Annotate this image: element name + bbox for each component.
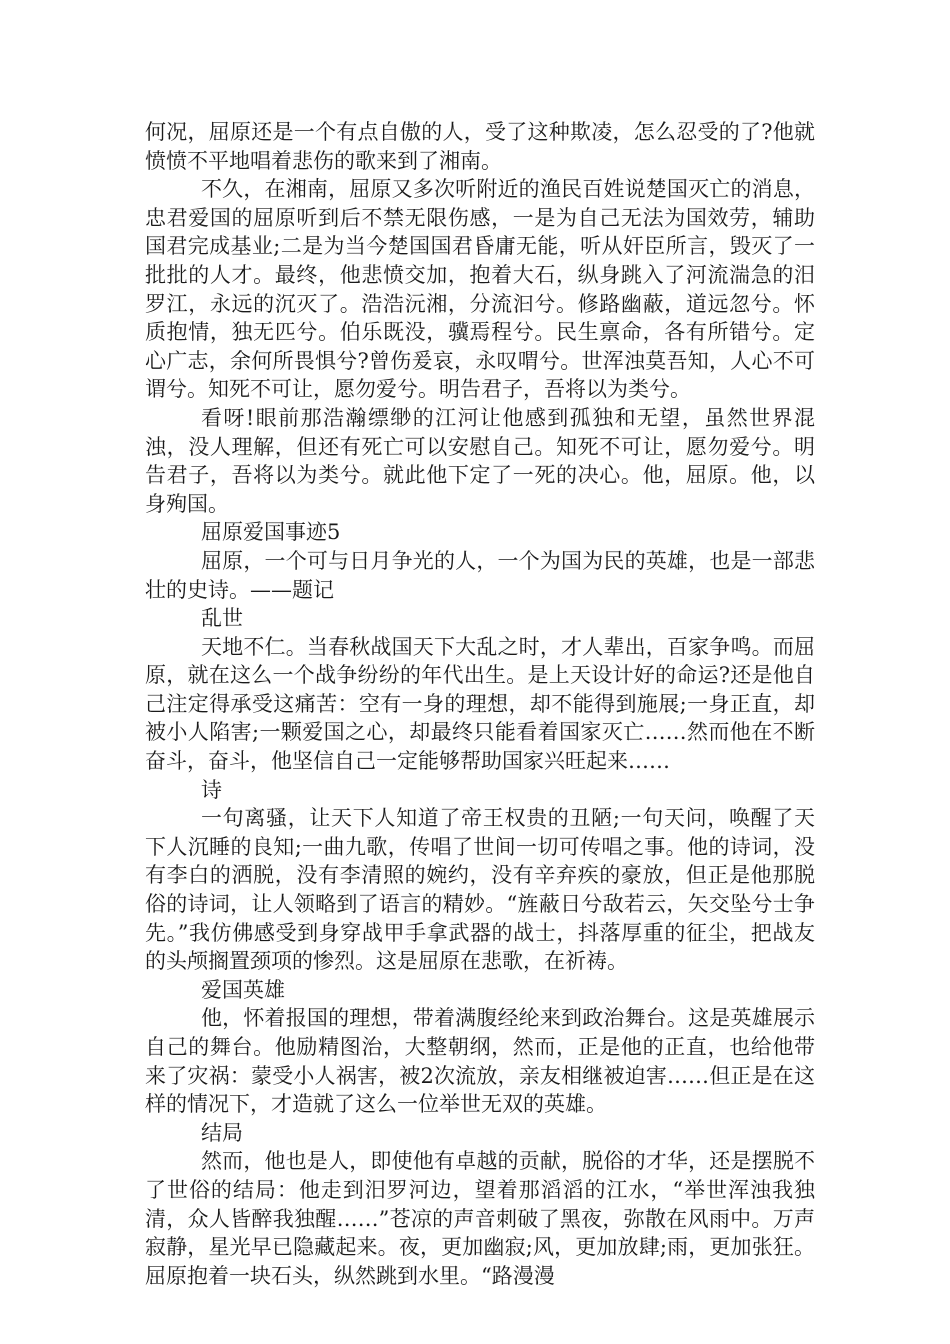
- paragraph-chaos: 天地不仁。当春秋战国天下大乱之时，才人辈出，百家争鸣。而屈原，就在这么一个战争纷纷的年代出生。是上天设计好的命运?还是他自己注定得承受这痛苦：空有一身的理想，却不能得到施展;一身正直，却被小人陷害;一颗爱国之心，却最终只能看着国家灭亡……然而他在不断奋斗，奋斗，他坚信自己一定能够帮助国家兴旺起来……: [145, 634, 815, 774]
- paragraph-epigraph: 屈原，一个可与日月争光的人，一个为国为民的英雄，也是一部悲壮的史诗。——题记: [145, 548, 815, 602]
- section-heading-poetry: 诗: [201, 777, 222, 802]
- section-heading-chaos: 乱世: [201, 606, 243, 631]
- section-heading-hero: 爱国英雄: [201, 977, 285, 1002]
- paragraph-hero: 他，怀着报国的理想，带着满腹经纶来到政治舞台。这是英雄展示自己的舞台。他励精图治，大整朝纲，然而，正是他的正直，也给他带来了灾祸：蒙受小人祸害，被2次流放，亲友相继被迫害……但正是在这样的情况下，才造就了这么一位举世无双的英雄。: [145, 1006, 815, 1117]
- paragraph-poetry: 一句离骚，让天下人知道了帝王权贵的丑陋;一句天问，唤醒了天下人沉睡的良知;一曲九歌，传唱了世间一切可传唱之事。他的诗词，没有李白的洒脱，没有李清照的婉约，没有辛弃疾的豪放，但正是他那脱俗的诗词，让人领略到了语言的精妙。“旌蔽日兮敌若云，矢交坠兮士争先。”我仿佛感受到身穿战甲手拿武器的战士，抖落厚重的征尘，把战友的头颅搁置颈项的惨烈。这是屈原在悲歌，在祈祷。: [145, 806, 815, 974]
- section-heading-ending: 结局: [201, 1120, 243, 1145]
- document-page: [145, 118, 815, 1290]
- section-title-story5: 屈原爱国事迹5: [201, 520, 341, 545]
- paragraph-xiangnan: 不久，在湘南，屈原又多次听附近的渔民百姓说楚国灭亡的消息，忠君爱国的屈原听到后不禁无限伤感，一是为自己无法为国效劳，辅助国君完成基业;二是为当今楚国国君昏庸无能，听从奸臣所言，毁灭了一批批的人才。最终，他悲愤交加，抱着大石，纵身跳入了河流湍急的汨罗江，永远的沉灭了。浩浩沅湘，分流汩兮。修路幽蔽，道远忽兮。怀质抱情，独无匹兮。伯乐既没，骥焉程兮。民生禀命，各有所错兮。定心广志，余何所畏惧兮?曾伤爰哀，永叹喟兮。世浑浊莫吾知，人心不可谓兮。知死不可让，愿勿爱兮。明告君子，吾将以为类兮。: [145, 177, 815, 402]
- paragraph-river: 看呀!眼前那浩瀚缥缈的江河让他感到孤独和无望，虽然世界混浊，没人理解，但还有死亡可以安慰自己。知死不可让，愿勿爱兮。明告君子，吾将以为类兮。就此他下定了一死的决心。他，屈原。他，以身殉国。: [145, 405, 815, 516]
- paragraph-intro: 何况，屈原还是一个有点自傲的人，受了这种欺凌，怎么忍受的了?他就愤愤不平地唱着悲伤的歌来到了湘南。: [145, 120, 815, 173]
- paragraph-ending: 然而，他也是人，即使他有卓越的贡献，脱俗的才华，还是摆脱不了世俗的结局：他走到汨罗河边，望着那滔滔的江水，“举世浑浊我独清，众人皆醉我独醒……”苍凉的声音刺破了黑夜，弥散在风雨中。万声寂静，星光早已隐藏起来。夜，更加幽寂;风，更加放肆;雨，更加张狂。屈原抱着一块石头，纵然跳到水里。“路漫漫: [145, 1149, 815, 1288]
